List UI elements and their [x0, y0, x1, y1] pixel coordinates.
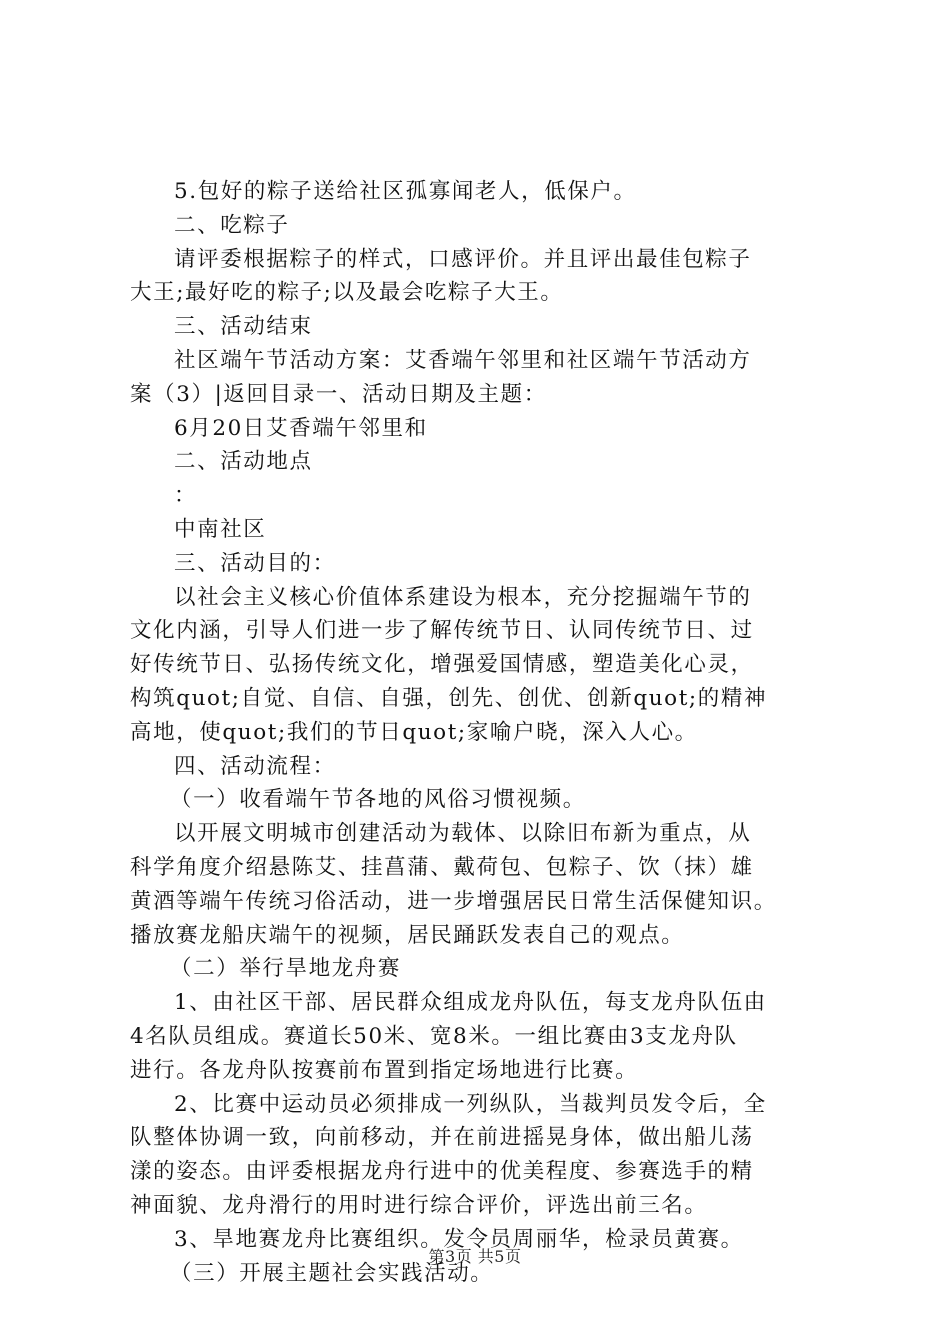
- subsection-heading: （一）收看端午节各地的风俗习惯视频。: [170, 787, 586, 813]
- text-line: 科学角度介绍悬陈艾、挂菖蒲、戴荷包、包粽子、饮（抹）雄: [130, 854, 754, 880]
- text-line: ：: [174, 483, 198, 509]
- text-line: 社区端午节活动方案：艾香端午邻里和社区端午节活动方: [174, 347, 752, 373]
- text-line: 1、由社区干部、居民群众组成龙舟队伍，每支龙舟队伍由: [174, 990, 767, 1016]
- text-line: 6月20日艾香端午邻里和: [174, 415, 428, 441]
- text-line: 好传统节日、弘扬传统文化，增强爱国情感，塑造美化心灵，: [130, 652, 754, 678]
- section-heading: 三、活动结束: [174, 314, 313, 340]
- page-number-footer: 第3页 共5页: [428, 1247, 522, 1266]
- text-line: 案（3）|返回目录一、活动日期及主题：: [130, 381, 547, 407]
- text-line: 以社会主义核心价值体系建设为根本，充分挖掘端午节的: [174, 584, 752, 610]
- text-line: 2、比赛中运动员必须排成一列纵队，当裁判员发令后，全: [174, 1091, 767, 1117]
- text-line: 黄酒等端午传统习俗活动，进一步增强居民日常生活保健知识。: [130, 888, 777, 914]
- subsection-heading: （二）举行旱地龙舟赛: [170, 956, 402, 982]
- text-line: 中南社区: [174, 516, 267, 542]
- text-line: 播放赛龙船庆端午的视频，居民踊跃发表自己的观点。: [130, 922, 685, 948]
- text-line: 4名队员组成。赛道长50米、宽8米。一组比赛由3支龙舟队: [130, 1023, 738, 1049]
- section-heading: 四、活动流程：: [174, 753, 336, 779]
- text-line: 漾的姿态。由评委根据龙舟行进中的优美程度、参赛选手的精: [130, 1159, 754, 1185]
- text-line: 队整体协调一致，向前移动，并在前进摇晃身体，做出船儿荡: [130, 1125, 754, 1151]
- text-line: 神面貌、龙舟滑行的用时进行综合评价，评选出前三名。: [130, 1192, 708, 1218]
- document-body: [130, 175, 840, 1290]
- text-line: 文化内涵，引导人们进一步了解传统节日、认同传统节日、过: [130, 618, 754, 644]
- text-line: 请评委根据粽子的样式，口感评价。并且评出最佳包粽子: [174, 246, 752, 272]
- text-line: 高地，使quot;我们的节日quot;家喻户晓，深入人心。: [130, 719, 698, 745]
- text-line: 5.包好的粽子送给社区孤寡闻老人，低保户。: [174, 179, 637, 204]
- text-line: 进行。各龙舟队按赛前布置到指定场地进行比赛。: [130, 1057, 639, 1083]
- text-line: 构筑quot;自觉、自信、自强，创先、创优、创新quot;的精神: [130, 685, 768, 711]
- section-heading: 二、活动地点: [174, 449, 313, 475]
- subsection-heading: （三）开展主题社会实践活动。: [170, 1260, 494, 1286]
- section-heading: 二、吃粽子: [174, 212, 290, 238]
- text-line: 3、旱地赛龙舟比赛组织。发令员周丽华，检录员黄赛。: [174, 1226, 744, 1252]
- section-heading: 三、活动目的：: [174, 550, 336, 576]
- text-line: 以开展文明城市创建活动为载体、以除旧布新为重点，从: [174, 821, 752, 847]
- text-line: 大王;最好吃的粽子;以及最会吃粽子大王。: [130, 280, 564, 306]
